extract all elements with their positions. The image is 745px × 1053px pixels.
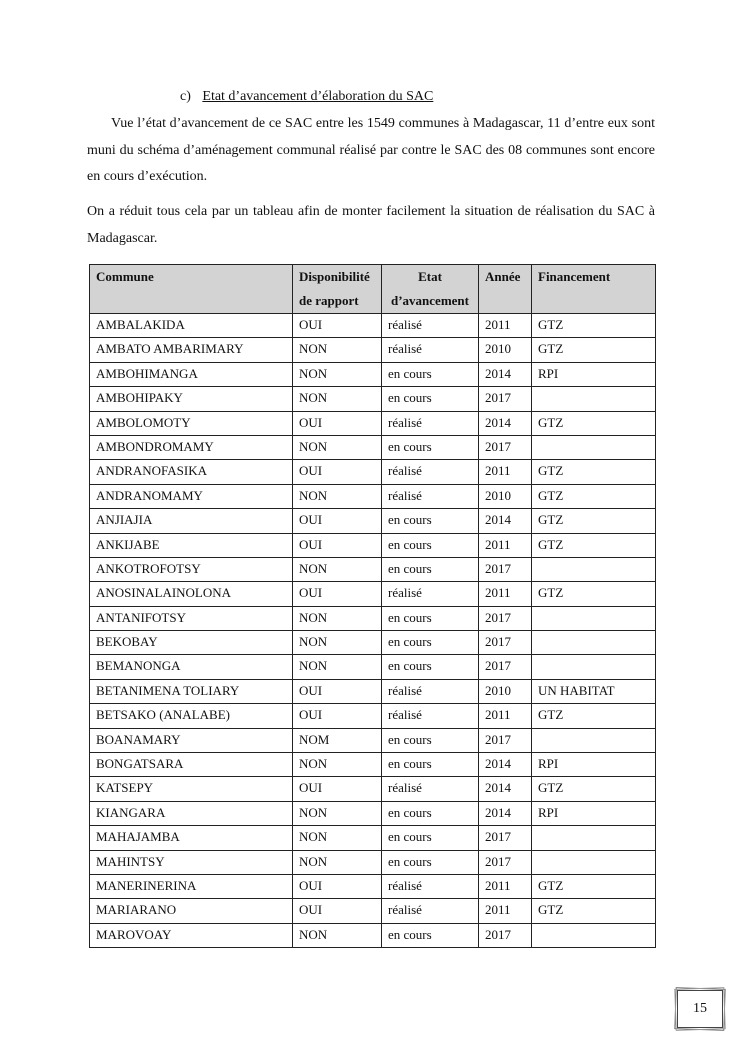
header-financement: Financement xyxy=(532,265,656,314)
table-row xyxy=(90,460,656,484)
cell-financement xyxy=(532,435,656,459)
cell-disponibilite: OUI xyxy=(293,899,382,923)
header-etat: Etat d’avancement xyxy=(382,265,479,314)
cell-commune: ANDRANOFASIKA xyxy=(90,460,293,484)
cell-annee: 2017 xyxy=(479,387,532,411)
table-row xyxy=(90,923,656,947)
cell-etat: réalisé xyxy=(382,314,479,338)
cell-annee: 2011 xyxy=(479,899,532,923)
cell-annee: 2017 xyxy=(479,606,532,630)
cell-disponibilite: NON xyxy=(293,362,382,386)
cell-commune: AMBATO AMBARIMARY xyxy=(90,338,293,362)
cell-etat: réalisé xyxy=(382,777,479,801)
cell-disponibilite: NON xyxy=(293,338,382,362)
cell-etat: en cours xyxy=(382,509,479,533)
cell-financement xyxy=(532,557,656,581)
cell-disponibilite: NON xyxy=(293,557,382,581)
cell-annee: 2017 xyxy=(479,728,532,752)
cell-commune: ANOSINALAINOLONA xyxy=(90,582,293,606)
cell-commune: MANERINERINA xyxy=(90,874,293,898)
cell-disponibilite: OUI xyxy=(293,777,382,801)
cell-commune: AMBOHIMANGA xyxy=(90,362,293,386)
cell-commune: MAHAJAMBA xyxy=(90,826,293,850)
cell-financement: RPI xyxy=(532,753,656,777)
cell-annee: 2014 xyxy=(479,777,532,801)
cell-commune: BOANAMARY xyxy=(90,728,293,752)
cell-commune: ANKOTROFOTSY xyxy=(90,557,293,581)
cell-commune: AMBALAKIDA xyxy=(90,314,293,338)
cell-etat: en cours xyxy=(382,923,479,947)
cell-commune: KATSEPY xyxy=(90,777,293,801)
cell-etat: en cours xyxy=(382,606,479,630)
cell-etat: réalisé xyxy=(382,338,479,362)
table-row xyxy=(90,655,656,679)
cell-annee: 2011 xyxy=(479,582,532,606)
cell-financement xyxy=(532,606,656,630)
cell-financement: GTZ xyxy=(532,509,656,533)
cell-commune: ANJIAJIA xyxy=(90,509,293,533)
cell-annee: 2014 xyxy=(479,509,532,533)
cell-commune: ANTANIFOTSY xyxy=(90,606,293,630)
cell-annee: 2017 xyxy=(479,655,532,679)
cell-financement xyxy=(532,728,656,752)
table-row xyxy=(90,679,656,703)
cell-disponibilite: NON xyxy=(293,484,382,508)
cell-annee: 2011 xyxy=(479,704,532,728)
cell-annee: 2014 xyxy=(479,411,532,435)
cell-etat: en cours xyxy=(382,557,479,581)
cell-etat: en cours xyxy=(382,801,479,825)
page-number xyxy=(677,990,723,1028)
page-number-text: 15 xyxy=(693,1001,707,1016)
cell-financement: GTZ xyxy=(532,314,656,338)
cell-disponibilite: OUI xyxy=(293,533,382,557)
cell-financement: GTZ xyxy=(532,484,656,508)
table-row xyxy=(90,826,656,850)
cell-financement xyxy=(532,631,656,655)
cell-annee: 2011 xyxy=(479,460,532,484)
cell-financement: GTZ xyxy=(532,704,656,728)
cell-financement xyxy=(532,923,656,947)
cell-annee: 2017 xyxy=(479,923,532,947)
table-row xyxy=(90,631,656,655)
cell-commune: BONGATSARA xyxy=(90,753,293,777)
cell-financement: GTZ xyxy=(532,411,656,435)
cell-etat: en cours xyxy=(382,435,479,459)
cell-disponibilite: NON xyxy=(293,655,382,679)
cell-commune: MARIARANO xyxy=(90,899,293,923)
sac-status-table xyxy=(89,264,656,948)
cell-etat: en cours xyxy=(382,533,479,557)
cell-annee: 2017 xyxy=(479,557,532,581)
table-body xyxy=(90,314,656,948)
table-row xyxy=(90,582,656,606)
table-row xyxy=(90,606,656,630)
cell-disponibilite: NON xyxy=(293,631,382,655)
cell-commune: BEMANONGA xyxy=(90,655,293,679)
cell-disponibilite: NON xyxy=(293,435,382,459)
cell-commune: BEKOBAY xyxy=(90,631,293,655)
cell-disponibilite: OUI xyxy=(293,679,382,703)
cell-disponibilite: OUI xyxy=(293,509,382,533)
cell-etat: réalisé xyxy=(382,874,479,898)
cell-disponibilite: NON xyxy=(293,826,382,850)
header-annee: Année xyxy=(479,265,532,314)
table-header-row xyxy=(90,265,656,314)
cell-commune: KIANGARA xyxy=(90,801,293,825)
table-row xyxy=(90,509,656,533)
cell-financement xyxy=(532,850,656,874)
cell-etat: réalisé xyxy=(382,484,479,508)
cell-annee: 2014 xyxy=(479,362,532,386)
cell-commune: ANKIJABE xyxy=(90,533,293,557)
cell-financement: GTZ xyxy=(532,899,656,923)
cell-etat: en cours xyxy=(382,728,479,752)
cell-commune: ANDRANOMAMY xyxy=(90,484,293,508)
section-title: Etat d’avancement d’élaboration du SAC xyxy=(202,89,434,104)
cell-etat: en cours xyxy=(382,850,479,874)
table-row xyxy=(90,484,656,508)
cell-annee: 2017 xyxy=(479,826,532,850)
table-row xyxy=(90,874,656,898)
paragraph-intro: Vue l’état d’avancement de ce SAC entre les 1549 communes à Madagascar, 11 d’entre eux sont muni du schéma d’aménagement communal réalisé par contre le SAC des 08 communes sont encore en cours d’exécution. xyxy=(87,116,655,184)
cell-annee: 2011 xyxy=(479,533,532,557)
section-label: c) xyxy=(180,89,191,104)
table-row xyxy=(90,533,656,557)
table-row xyxy=(90,362,656,386)
cell-financement xyxy=(532,826,656,850)
table-row xyxy=(90,314,656,338)
cell-commune: MAHINTSY xyxy=(90,850,293,874)
cell-financement: GTZ xyxy=(532,777,656,801)
cell-financement: GTZ xyxy=(532,874,656,898)
cell-disponibilite: OUI xyxy=(293,704,382,728)
cell-etat: réalisé xyxy=(382,679,479,703)
cell-etat: réalisé xyxy=(382,460,479,484)
cell-commune: AMBOHIPAKY xyxy=(90,387,293,411)
cell-disponibilite: OUI xyxy=(293,460,382,484)
table-row xyxy=(90,704,656,728)
cell-financement: GTZ xyxy=(532,460,656,484)
cell-financement: RPI xyxy=(532,801,656,825)
section-heading xyxy=(180,89,433,105)
cell-disponibilite: NON xyxy=(293,387,382,411)
cell-financement: GTZ xyxy=(532,338,656,362)
table-row xyxy=(90,801,656,825)
cell-financement: GTZ xyxy=(532,533,656,557)
cell-disponibilite: OUI xyxy=(293,874,382,898)
cell-annee: 2014 xyxy=(479,753,532,777)
cell-etat: réalisé xyxy=(382,899,479,923)
cell-annee: 2010 xyxy=(479,679,532,703)
cell-financement: UN HABITAT xyxy=(532,679,656,703)
cell-disponibilite: NON xyxy=(293,850,382,874)
header-commune: Commune xyxy=(90,265,293,314)
cell-annee: 2017 xyxy=(479,631,532,655)
cell-disponibilite: NOM xyxy=(293,728,382,752)
cell-etat: en cours xyxy=(382,826,479,850)
cell-disponibilite: OUI xyxy=(293,314,382,338)
cell-etat: réalisé xyxy=(382,411,479,435)
table-row xyxy=(90,411,656,435)
cell-financement xyxy=(532,387,656,411)
table-row xyxy=(90,435,656,459)
cell-commune: AMBONDROMAMY xyxy=(90,435,293,459)
table-row xyxy=(90,777,656,801)
cell-annee: 2017 xyxy=(479,435,532,459)
cell-annee: 2010 xyxy=(479,484,532,508)
cell-financement: RPI xyxy=(532,362,656,386)
cell-disponibilite: NON xyxy=(293,753,382,777)
cell-commune: MAROVOAY xyxy=(90,923,293,947)
paragraph-table-intro: On a réduit tous cela par un tableau afin de monter facilement la situation de réalisation du SAC à Madagascar. xyxy=(87,204,655,246)
cell-financement xyxy=(532,655,656,679)
table-row xyxy=(90,728,656,752)
cell-etat: en cours xyxy=(382,387,479,411)
cell-annee: 2011 xyxy=(479,874,532,898)
table-row xyxy=(90,338,656,362)
table-row xyxy=(90,850,656,874)
cell-financement: GTZ xyxy=(532,582,656,606)
cell-etat: réalisé xyxy=(382,582,479,606)
cell-commune: BETSAKO (ANALABE) xyxy=(90,704,293,728)
cell-etat: en cours xyxy=(382,655,479,679)
table-row xyxy=(90,387,656,411)
cell-commune: BETANIMENA TOLIARY xyxy=(90,679,293,703)
cell-annee: 2011 xyxy=(479,314,532,338)
table-row xyxy=(90,557,656,581)
cell-annee: 2010 xyxy=(479,338,532,362)
cell-etat: en cours xyxy=(382,753,479,777)
cell-commune: AMBOLOMOTY xyxy=(90,411,293,435)
header-disponibilite: Disponibilité de rapport xyxy=(293,265,382,314)
cell-etat: réalisé xyxy=(382,704,479,728)
cell-disponibilite: OUI xyxy=(293,411,382,435)
cell-disponibilite: OUI xyxy=(293,582,382,606)
cell-annee: 2014 xyxy=(479,801,532,825)
cell-disponibilite: NON xyxy=(293,801,382,825)
cell-annee: 2017 xyxy=(479,850,532,874)
cell-etat: en cours xyxy=(382,631,479,655)
table-row xyxy=(90,753,656,777)
cell-disponibilite: NON xyxy=(293,923,382,947)
table-row xyxy=(90,899,656,923)
cell-etat: en cours xyxy=(382,362,479,386)
cell-disponibilite: NON xyxy=(293,606,382,630)
